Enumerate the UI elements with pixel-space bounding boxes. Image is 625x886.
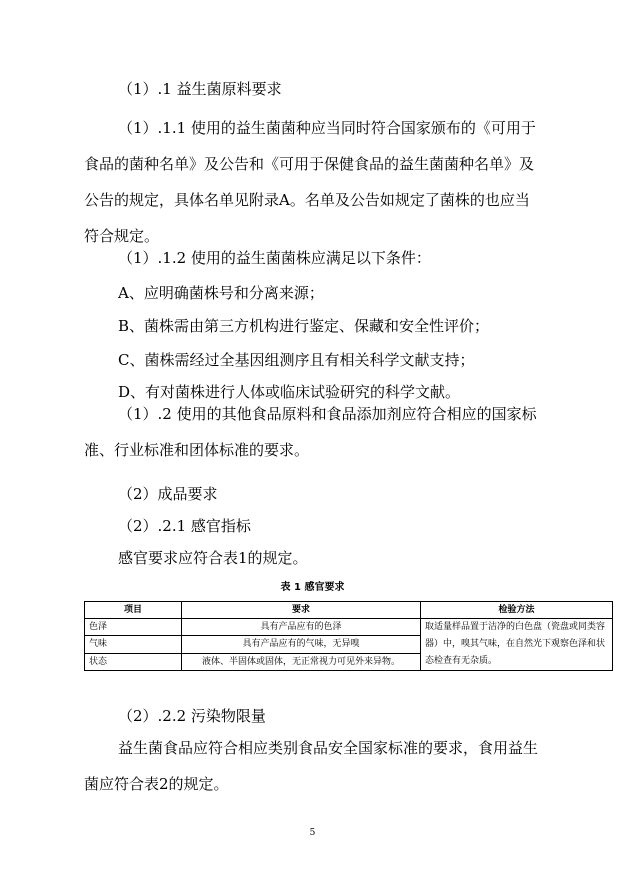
section-heading-2-2-1: （2）.2.1 感官指标 [118, 517, 251, 535]
table-cell-requirement: 具有产品应有的色泽 [182, 619, 421, 636]
paragraph-1-1-1 [84, 110, 544, 254]
condition-c: C、菌株需经过全基因组测序且有相关科学文献支持； [118, 351, 475, 369]
table-cell-item: 气味 [85, 636, 182, 653]
section-heading-1-1: （1）.1 益生菌原料要求 [118, 80, 282, 98]
section-heading-2-2-2: （2）.2.2 污染物限量 [118, 707, 266, 725]
paragraph-2-2-2-text: 益生菌食品应符合相应类别食品安全国家标准的要求，食用益生菌应符合表2的规定。 [84, 739, 539, 793]
paragraph-1-1-1-text: （1）.1.1 使用的益生菌菌种应当同时符合国家颁布的《可用于食品的菌种名单》及公告和《可用于保健食品的益生菌菌种名单》及公告的规定，具体名单见附录A。名单及公告如规定了菌株的也应当符合规定。 [84, 119, 536, 245]
condition-b: B、菌株需由第三方机构进行鉴定、保藏和安全性评价； [118, 317, 490, 335]
condition-d: D、有对菌株进行人体或临床试验研究的科学文献。 [118, 383, 461, 401]
table-1-caption: 表 1 感官要求 [280, 582, 345, 593]
table-cell-item: 色泽 [85, 619, 182, 636]
section-heading-2: （2）成品要求 [118, 485, 218, 503]
table-cell-requirement: 液体、半固体或固体，无正常视力可见外来异物。 [182, 653, 421, 670]
paragraph-1-1-2: （1）.1.2 使用的益生菌菌株应满足以下条件： [118, 249, 431, 267]
sensory-intro: 感官要求应符合表1的规定。 [118, 549, 308, 567]
paragraph-1-2-text: （1）.2 使用的其他食品原料和食品添加剂应符合相应的国家标准、行业标准和团体标准的要求。 [84, 405, 537, 459]
table-cell-item: 状态 [85, 653, 182, 670]
condition-a: A、应明确菌株号和分离来源； [118, 284, 324, 302]
table-header-method: 检验方法 [421, 602, 613, 619]
table-header-requirement: 要求 [182, 602, 421, 619]
paragraph-1-2 [84, 396, 544, 468]
table-cell-requirement: 具有产品应有的气味，无异嗅 [182, 636, 421, 653]
table-header-item: 项目 [85, 602, 182, 619]
sensory-table [84, 601, 613, 671]
table-header-row [85, 602, 613, 619]
page-number: 5 [309, 828, 316, 838]
table-row [85, 619, 613, 636]
table-cell-method: 取适量样品置于洁净的白色盘（瓷盘或同类容器）中，嗅其气味，在自然光下观察色泽和状态检查有无杂质。 [421, 619, 613, 671]
paragraph-2-2-2 [84, 730, 544, 802]
